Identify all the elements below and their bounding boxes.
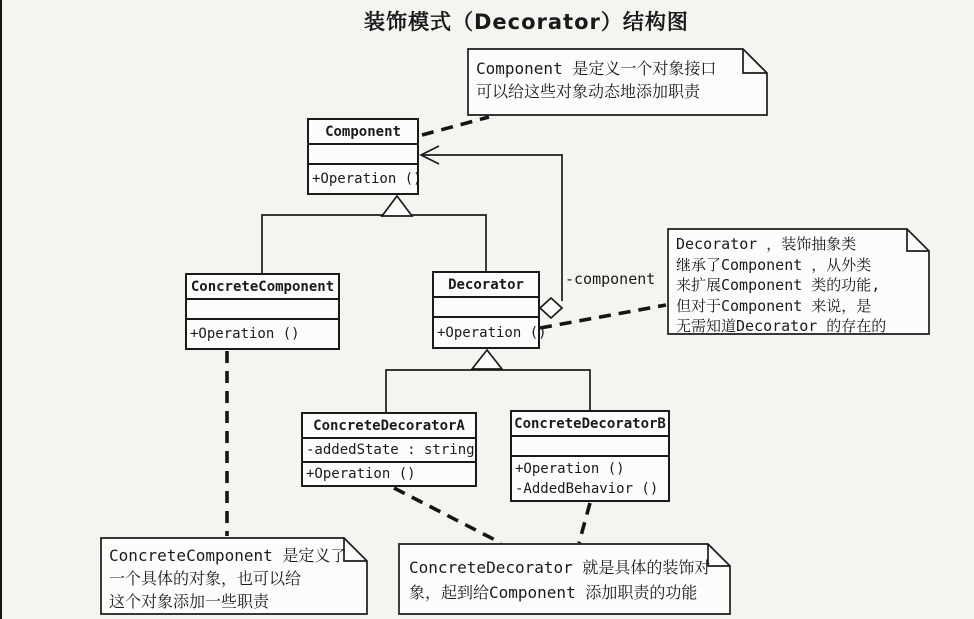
inheritance-triangle-decorator-icon bbox=[472, 350, 502, 369]
class-component-attributes bbox=[309, 145, 417, 165]
note-line: Decorator ，装饰抽象类 bbox=[676, 235, 857, 253]
aggregation-role-label: -component bbox=[565, 270, 656, 288]
note-concrete-component bbox=[100, 537, 368, 615]
note-line: 可以给这些对象动态地添加职责 bbox=[476, 82, 701, 101]
method-line: +Operation () bbox=[515, 460, 625, 477]
note-concrete-decorator bbox=[398, 543, 731, 615]
method-line: +Operation () bbox=[306, 466, 416, 482]
class-decorator-attributes bbox=[434, 298, 538, 318]
class-decorator bbox=[432, 271, 547, 349]
class-component-methods bbox=[309, 165, 422, 193]
class-concrete-decorator-b-methods bbox=[512, 457, 668, 500]
note-link-component bbox=[422, 117, 489, 135]
method-line: -AddedBehavior () bbox=[515, 480, 659, 497]
generalization-rail-component bbox=[262, 215, 486, 273]
diagram-title: 装饰模式（Decorator）结构图 bbox=[364, 10, 689, 34]
note-concrete-component-text bbox=[100, 537, 368, 613]
class-concrete-decorator-b-attributes bbox=[512, 437, 668, 457]
note-line: 这个对象添加一些职责 bbox=[109, 592, 270, 611]
class-concrete-decorator-a-attributes bbox=[303, 439, 475, 463]
class-concrete-component-name: ConcreteComponent bbox=[187, 275, 338, 300]
note-line: 但对于Component 来说，是 bbox=[676, 296, 872, 315]
class-component-name: Component bbox=[309, 120, 417, 145]
note-line: 来扩展Component 类的功能, bbox=[676, 276, 881, 294]
attribute-line: -addedState : string bbox=[306, 442, 475, 458]
class-concrete-decorator-a-name: ConcreteDecoratorA bbox=[303, 414, 475, 439]
class-concrete-component bbox=[185, 273, 340, 350]
inheritance-triangle-component-icon bbox=[382, 196, 412, 216]
method-line: +Operation () bbox=[437, 324, 547, 341]
note-line: ConcreteComponent 是定义了 bbox=[109, 546, 347, 565]
note-line: 象，起到给Component 添加职责的功能 bbox=[409, 583, 698, 602]
class-concrete-decorator-a bbox=[301, 412, 477, 487]
class-concrete-decorator-b-name: ConcreteDecoratorB bbox=[512, 412, 668, 437]
class-decorator-methods bbox=[434, 318, 547, 347]
note-component-text bbox=[467, 48, 768, 103]
note-line: 一个具体的对象，也可以给 bbox=[109, 569, 302, 588]
note-line: ConcreteDecorator 就是具体的装饰对 bbox=[409, 558, 711, 577]
note-link-concrete-decorator-a bbox=[394, 488, 501, 543]
note-line: 无需知道Decorator 的存在的 bbox=[676, 317, 887, 335]
note-component bbox=[467, 48, 768, 116]
note-concrete-decorator-text bbox=[398, 543, 731, 605]
class-decorator-name: Decorator bbox=[434, 273, 538, 298]
note-decorator-text bbox=[667, 228, 930, 337]
class-concrete-component-attributes bbox=[187, 300, 338, 320]
class-component bbox=[307, 118, 422, 195]
note-link-concrete-decorator-b bbox=[579, 503, 590, 543]
aggregation-diamond-icon bbox=[540, 298, 562, 318]
class-concrete-component-methods bbox=[187, 320, 338, 348]
note-decorator bbox=[667, 228, 930, 335]
class-concrete-decorator-b bbox=[510, 410, 670, 502]
method-line: +Operation () bbox=[312, 171, 422, 187]
note-line: Component 是定义一个对象接口 bbox=[476, 59, 717, 78]
method-line: +Operation () bbox=[190, 326, 300, 342]
class-concrete-decorator-a-methods bbox=[303, 463, 475, 485]
generalization-rail-decorator bbox=[386, 370, 590, 412]
note-line: 继承了Component ，从外类 bbox=[676, 255, 872, 274]
